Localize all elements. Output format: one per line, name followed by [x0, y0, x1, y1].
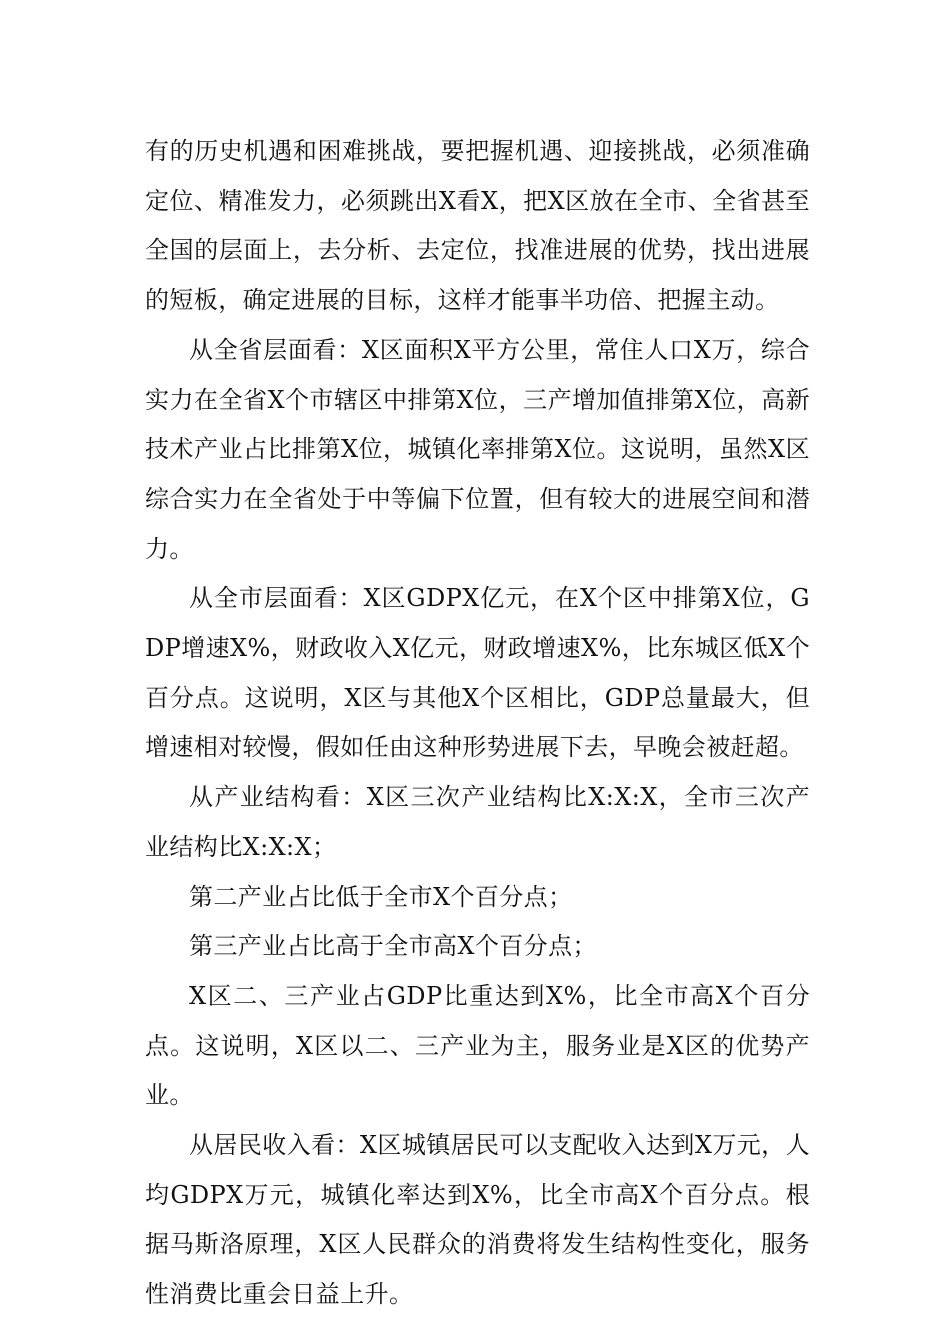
- paragraph-city-level: 从全市层面看：X区GDPX亿元，在X个区中排第X位，GDP增速X%，财政收入X亿元，财政增速X%，比东城区低X个百分点。这说明，X区与其他X个区相比，GDP总量最大，但增速相对较慢，假如任由这种形势进展下去，早晚会被赶超。: [145, 584, 810, 762]
- paragraph-gdp-share: X区二、三产业占GDP比重达到X%，比全市高X个百分点。这说明，X区以二、三产业为主，服务业是X区的优势产业。: [145, 981, 810, 1110]
- paragraph-province-level: 从全省层面看：X区面积X平方公里，常住人口X万，综合实力在全省X个市辖区中排第X位，三产增加值排第X位，高新技术产业占比排第X位，城镇化率排第X位。这说明，虽然X区综合实力在全省处于中等偏下位置，但有较大的进展空间和潜力。: [145, 335, 810, 563]
- document-body: [145, 127, 810, 1320]
- paragraph-industry-structure: 从产业结构看：X区三次产业结构比X:X:X，全市三次产业结构比X:X:X；: [145, 783, 810, 861]
- paragraph-tertiary-industry: 第三产业占比高于全市高X个百分点；: [189, 932, 597, 961]
- paragraph-secondary-industry: 第二产业占比低于全市X个百分点；: [189, 882, 573, 911]
- paragraph-resident-income: 从居民收入看：X区城镇居民可以支配收入达到X万元，人均GDPX万元，城镇化率达到X%，比全市高X个百分点。根据马斯洛原理，X区人民群众的消费将发生结构性变化，服务性消费比重会日益上升。: [145, 1131, 810, 1309]
- paragraph-continuation: 有的历史机遇和困难挑战，要把握机遇、迎接挑战，必须准确定位、精准发力，必须跳出X看X，把X区放在全市、全省甚至全国的层面上，去分析、去定位，找准进展的优势，找出进展的短板，确定进展的目标，这样才能事半功倍、把握主动。: [145, 137, 810, 315]
